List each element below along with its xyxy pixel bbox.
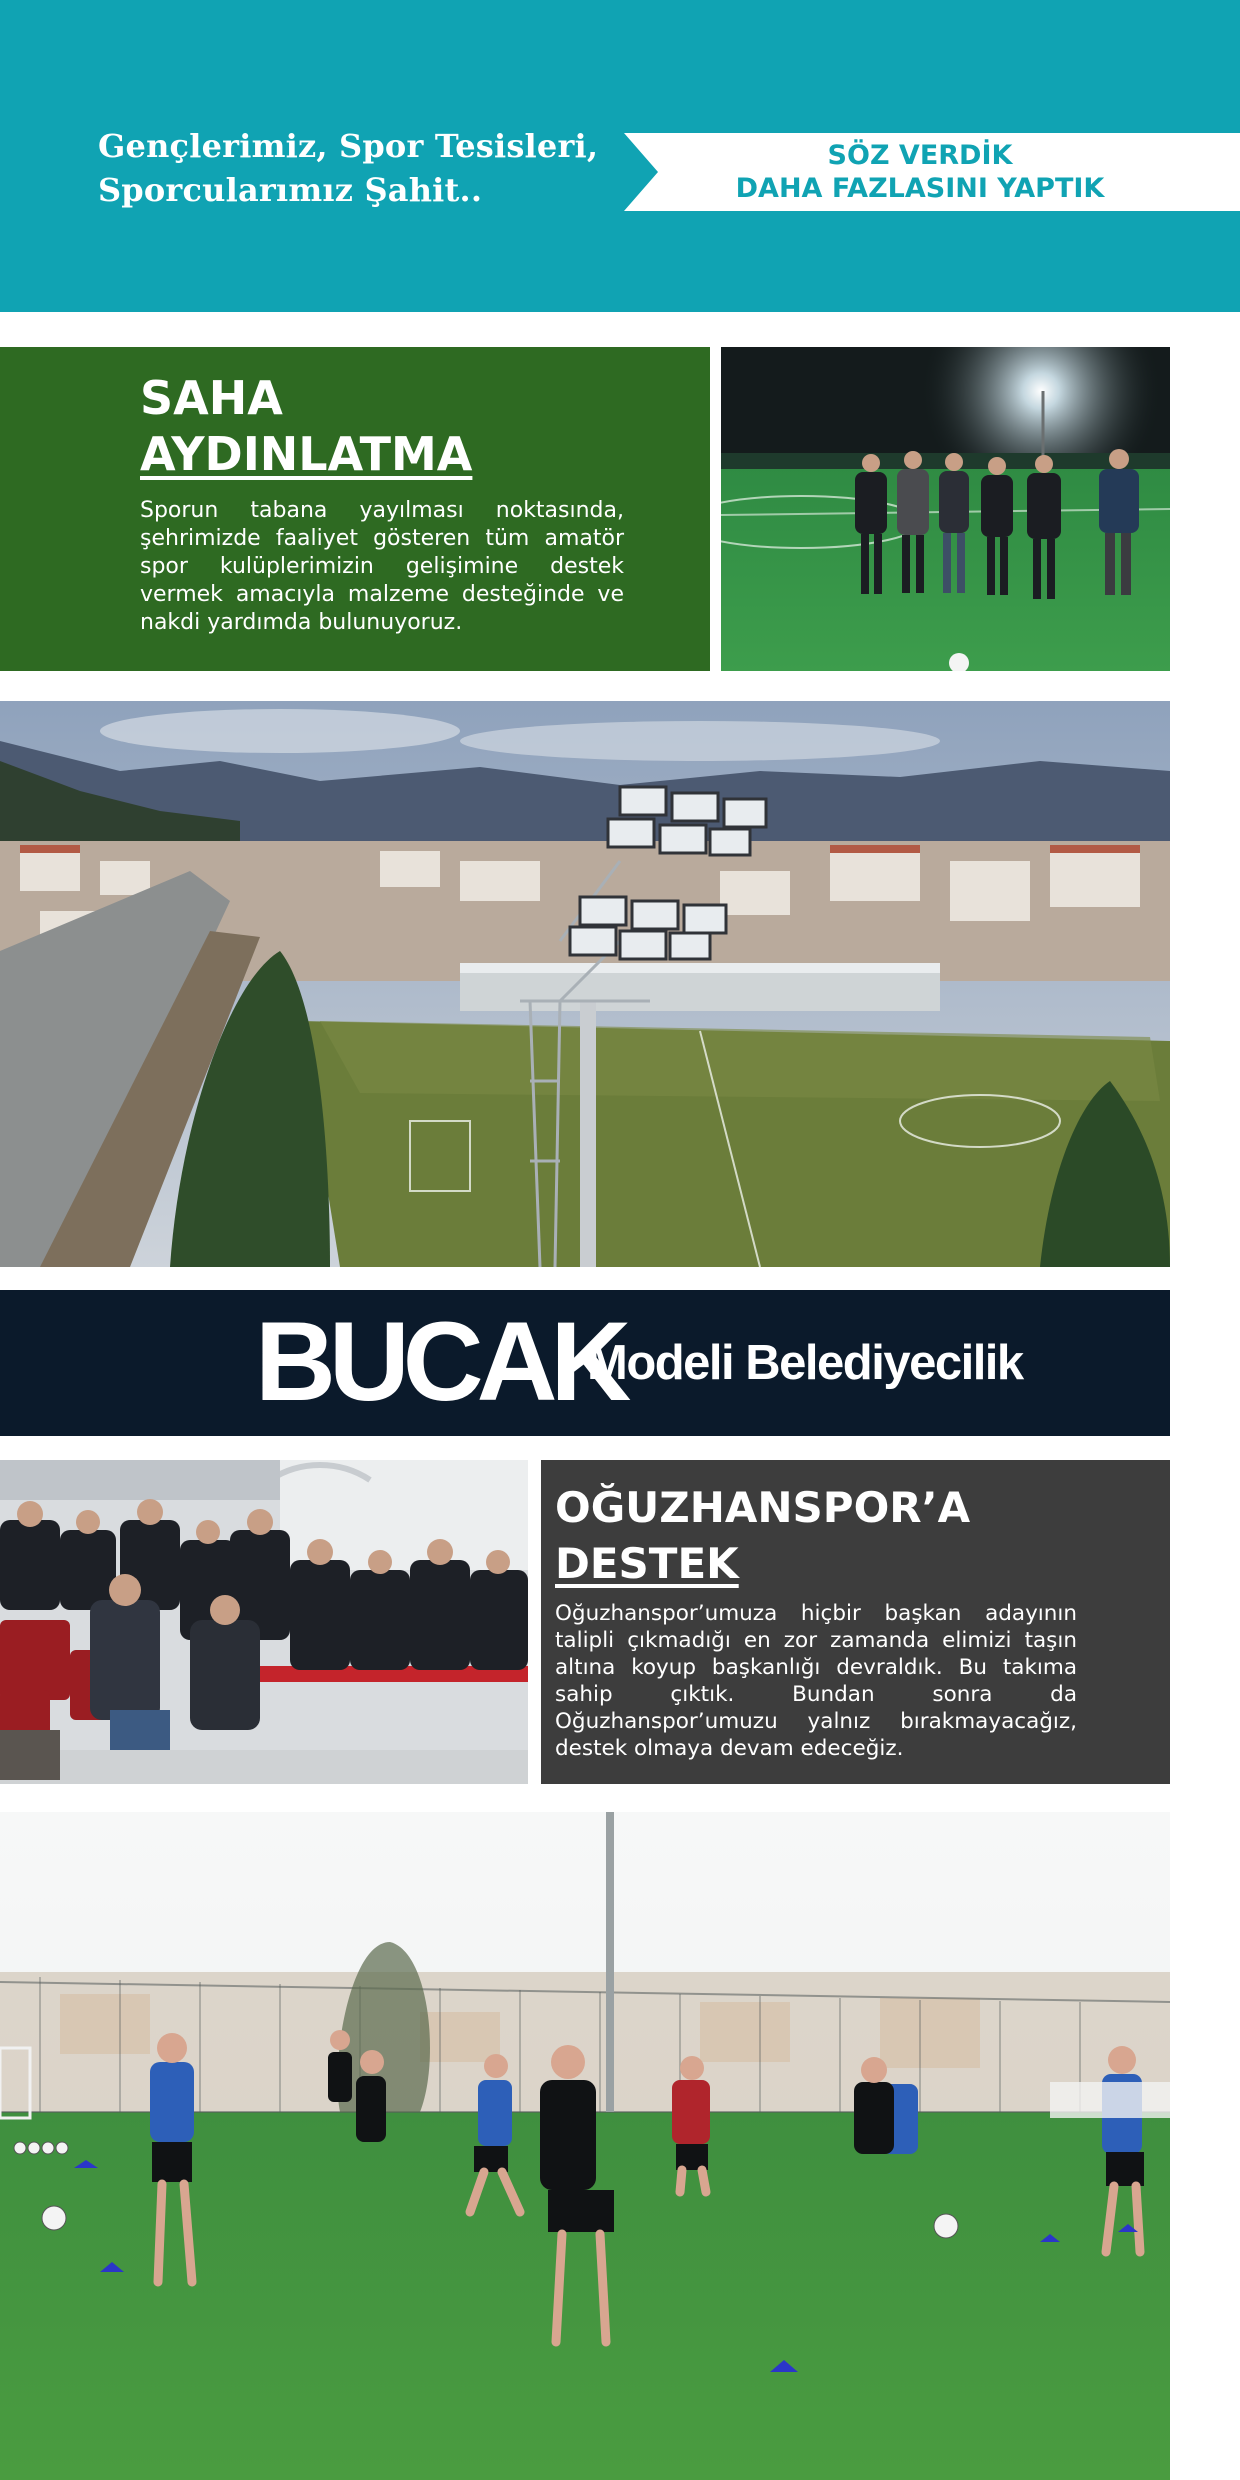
- spectators-in-stands-photo: [0, 1460, 528, 1784]
- lighting-title: [140, 370, 472, 482]
- football-training-photo: [0, 1812, 1170, 2480]
- brand-name: BUCAK: [255, 1299, 625, 1424]
- support-title: [555, 1480, 970, 1592]
- promise-line-2: DAHA FAZLASINI YAPTIK: [735, 173, 1105, 204]
- support-title-line-2: DESTEK: [555, 1539, 739, 1588]
- tagline-line-2: Sporcularımız Şahit..: [98, 171, 483, 209]
- lighting-title-line-2: AYDINLATMA: [140, 427, 473, 481]
- night-field-officials-photo: [721, 347, 1170, 671]
- tagline-line-1: Gençlerimiz, Spor Tesisleri,: [98, 127, 599, 165]
- support-body: Oğuzhanspor’umuza hiçbir başkan adayının talipli çıkmadığı en zor zamanda elimizi taşın altına koyup başkanlığı devraldık. Bu takıma sahip çıktık. Bundan sonra da Oğuzhanspor’umuzu yalnız bırakmayacağız, destek olmaya devam edeceğiz.: [555, 1601, 1077, 1761]
- header-tagline: [98, 124, 618, 212]
- lighting-title-line-1: SAHA: [140, 371, 283, 425]
- lighting-body: Sporun tabana yayılması noktasında, şehrimizde faaliyet gösteren tüm amatör spor kulüplerimizin gelişimine destek vermek amacıyla malzeme desteğinde ve nakdi yardımda bulunuyoruz.: [140, 498, 624, 635]
- brand-tagline: Modeli Belediyecilik: [587, 1336, 1023, 1390]
- promise-line-1: SÖZ VERDİK: [827, 140, 1013, 171]
- stadium-floodlight-aerial-photo: [0, 701, 1170, 1267]
- support-title-line-1: OĞUZHANSPOR’A: [555, 1483, 971, 1532]
- promise-text: [640, 139, 1200, 205]
